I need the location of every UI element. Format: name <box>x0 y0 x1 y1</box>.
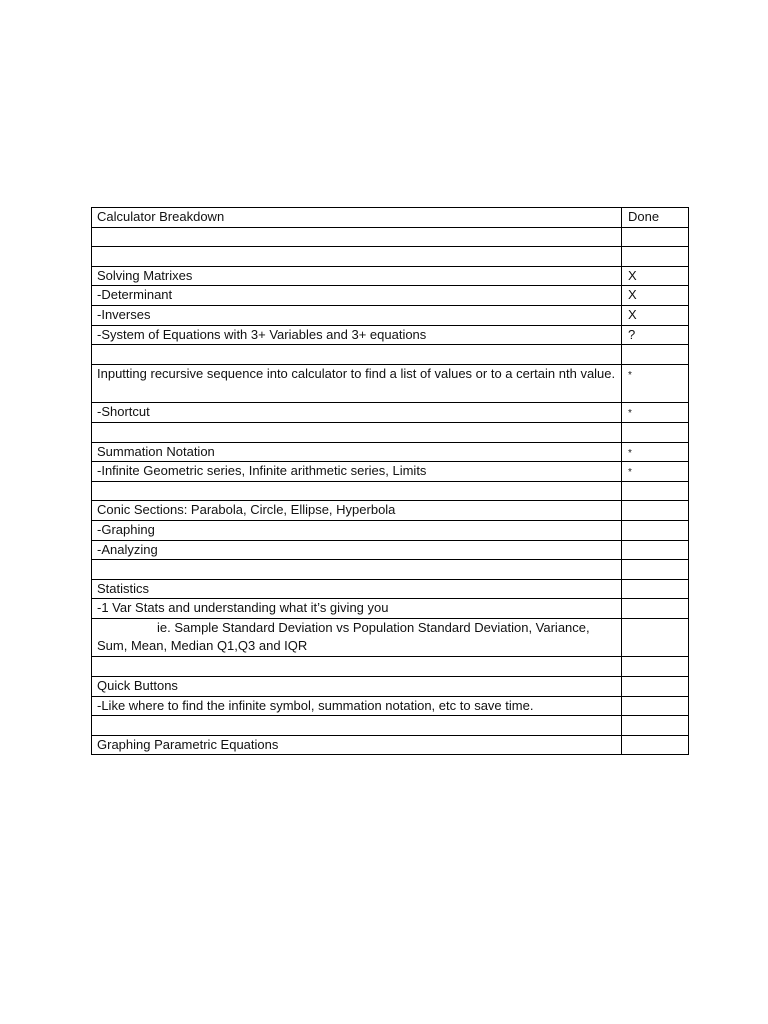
table-row <box>92 442 689 462</box>
task-cell <box>92 657 622 677</box>
task-cell <box>92 716 622 736</box>
done-cell <box>622 618 689 657</box>
done-cell <box>622 422 689 442</box>
done-cell: X <box>622 286 689 306</box>
done-cell <box>622 227 689 247</box>
table-row <box>92 560 689 580</box>
done-cell <box>622 677 689 697</box>
done-cell <box>622 345 689 365</box>
task-cell: -Shortcut <box>92 403 622 423</box>
table-row <box>92 227 689 247</box>
task-cell <box>92 560 622 580</box>
task-cell <box>92 618 622 657</box>
done-cell: X <box>622 305 689 325</box>
calculator-breakdown-table <box>91 207 689 755</box>
done-mark: * <box>628 467 632 479</box>
table-row <box>92 618 689 657</box>
done-cell <box>622 540 689 560</box>
done-mark: * <box>628 369 632 381</box>
table-row <box>92 677 689 697</box>
done-cell <box>622 247 689 267</box>
header-task-cell: Calculator Breakdown <box>92 208 622 228</box>
table-row <box>92 305 689 325</box>
done-cell <box>622 735 689 755</box>
done-cell <box>622 657 689 677</box>
done-cell <box>622 716 689 736</box>
done-cell <box>622 599 689 619</box>
table-row <box>92 403 689 423</box>
task-cell: Solving Matrixes <box>92 266 622 286</box>
task-cell: Graphing Parametric Equations <box>92 735 622 755</box>
table-row <box>92 735 689 755</box>
done-cell <box>622 364 689 403</box>
done-cell <box>622 462 689 482</box>
task-cell: -Like where to find the infinite symbol, summation notation, etc to save time. <box>92 696 622 716</box>
done-cell <box>622 501 689 521</box>
table-row <box>92 501 689 521</box>
table-header-row <box>92 208 689 228</box>
table-row <box>92 540 689 560</box>
task-cell <box>92 247 622 267</box>
task-cell: -Graphing <box>92 520 622 540</box>
task-cell: Statistics <box>92 579 622 599</box>
task-cell: -Analyzing <box>92 540 622 560</box>
task-cell <box>92 481 622 501</box>
task-cell: -System of Equations with 3+ Variables and 3+ equations <box>92 325 622 345</box>
task-cell: -Determinant <box>92 286 622 306</box>
table-row <box>92 520 689 540</box>
done-cell <box>622 442 689 462</box>
task-cell: Inputting recursive sequence into calculator to find a list of values or to a certain nth value. <box>92 364 622 403</box>
task-cell: -1 Var Stats and understanding what it’s giving you <box>92 599 622 619</box>
task-cell: -Infinite Geometric series, Infinite arithmetic series, Limits <box>92 462 622 482</box>
table-row <box>92 716 689 736</box>
table-row <box>92 364 689 403</box>
done-cell <box>622 696 689 716</box>
task-text: ie. Sample Standard Deviation vs Population Standard Deviation, Variance, Sum, Mean, Median Q1,Q3 and IQR <box>97 619 590 653</box>
table-row <box>92 462 689 482</box>
table-row <box>92 481 689 501</box>
task-cell <box>92 227 622 247</box>
done-mark: * <box>628 408 632 420</box>
header-done-cell: Done <box>622 208 689 228</box>
task-cell: Quick Buttons <box>92 677 622 697</box>
done-cell <box>622 481 689 501</box>
table-row <box>92 266 689 286</box>
table-row <box>92 247 689 267</box>
task-cell: Summation Notation <box>92 442 622 462</box>
table-row <box>92 579 689 599</box>
table-row <box>92 696 689 716</box>
table-row <box>92 345 689 365</box>
task-cell: -Inverses <box>92 305 622 325</box>
table-row <box>92 325 689 345</box>
table-row <box>92 599 689 619</box>
done-cell: ? <box>622 325 689 345</box>
done-cell <box>622 560 689 580</box>
table-row <box>92 422 689 442</box>
done-cell <box>622 403 689 423</box>
task-cell <box>92 422 622 442</box>
done-cell <box>622 579 689 599</box>
task-cell <box>92 345 622 365</box>
done-mark: * <box>628 447 632 459</box>
table-row <box>92 657 689 677</box>
table-row <box>92 286 689 306</box>
task-cell: Conic Sections: Parabola, Circle, Ellipse, Hyperbola <box>92 501 622 521</box>
done-cell <box>622 520 689 540</box>
done-cell: X <box>622 266 689 286</box>
